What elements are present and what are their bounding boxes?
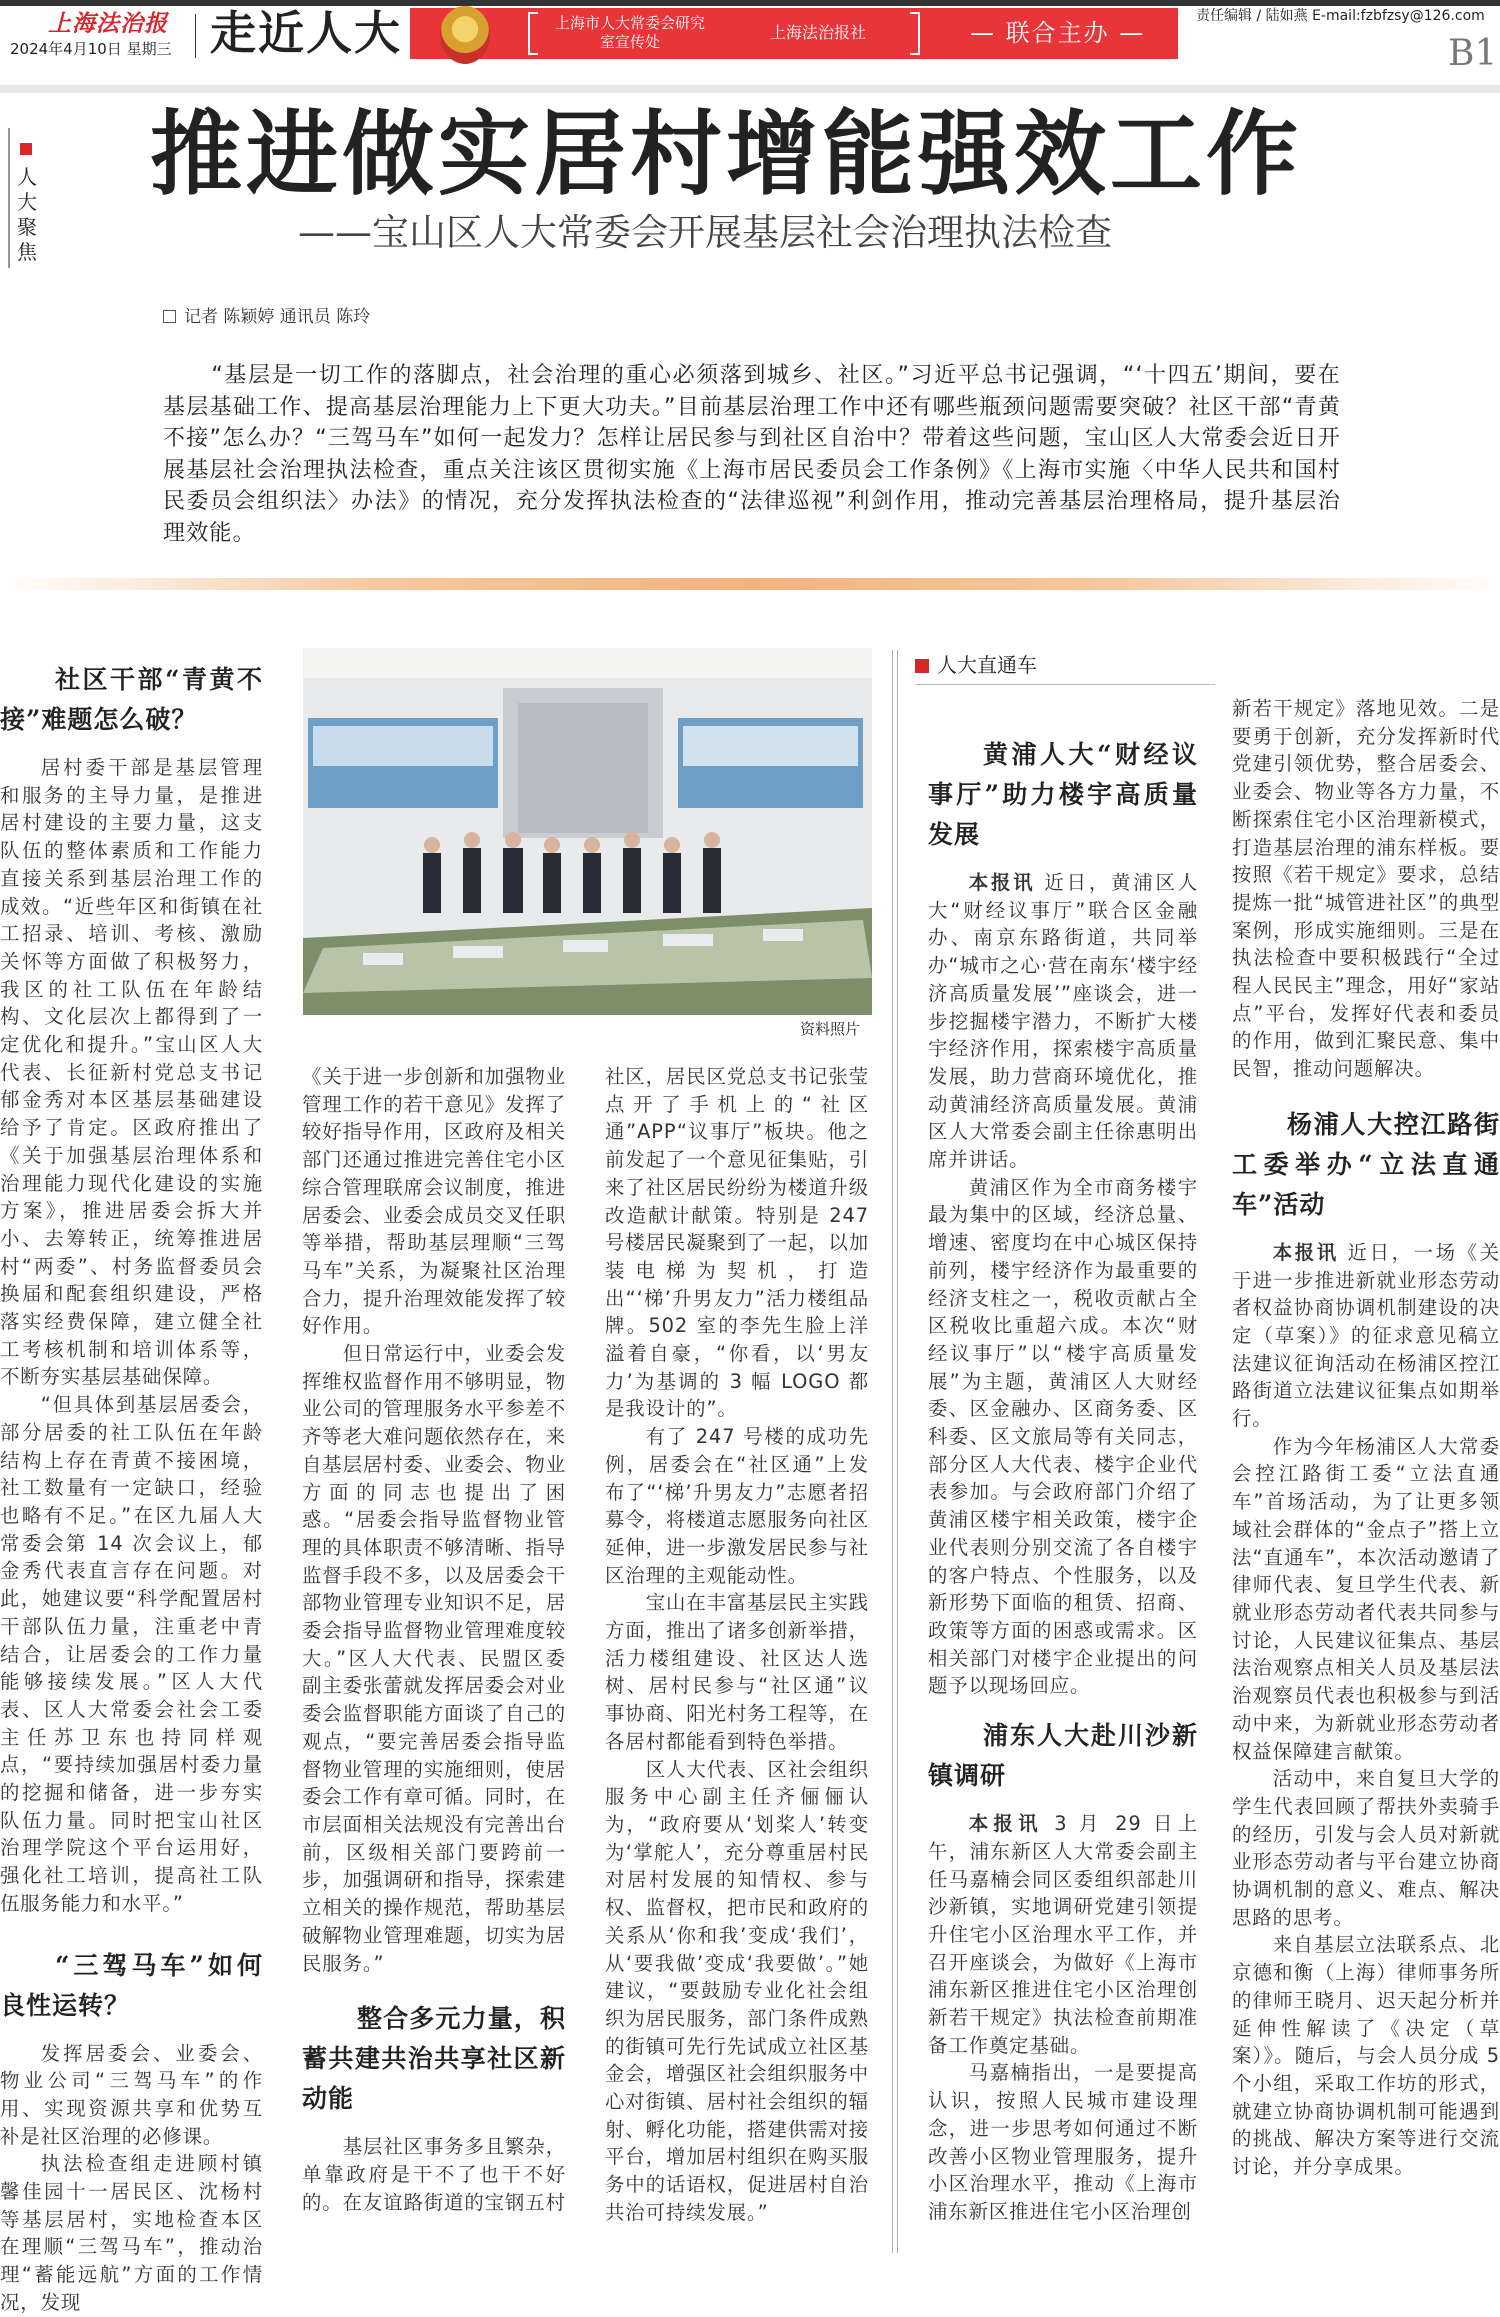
national-emblem-icon [440, 6, 490, 64]
paragraph: 社区，居民区党总支书记张莹点开了手机上的“社区通”APP“议事厅”板块。他之前发起了一个意见征集贴，引来了社区居民纷纷为楼道升级改造献计献策。特别是 247 号楼居民凝聚到了一起，以加装电梯为契机，打造出“‘梯’升男友力”活力楼组品牌。502 室的李先生脸上洋溢着自豪，“你看，以‘男友力’为基调的 3 幅 LOGO 都是我设计的”。 [605, 1065, 869, 1421]
section-title: 走近人大 [210, 6, 402, 60]
header-divider [195, 14, 196, 58]
subheading: 整合多元力量，积蓄共建共治共享社区新动能 [302, 2004, 566, 2114]
paragraph: 作为今年杨浦区人大常委会控江路街工委“立法直通车”首场活动，为了让更多领域社会群体的“金点子”搭上立法“直通车”，本次活动邀请了律师代表、复旦学生代表、新就业形态劳动者代表共同参与讨论，人民建议征集点、基层法治观察点相关人员及基层法治观察员代表也积极参与到活动中来，为新就业形态劳动者权益保障建言献策。 [1232, 1434, 1500, 1763]
bracket-right [910, 12, 920, 55]
paragraph: 新若干规定》落地见效。二是要勇于创新，充分发挥新时代党建引领优势，整合居委会、业委会、物业等各方力量，不断探索住宅小区治理新模式，打造基层治理的浦东样板。要按照《若干规定》要求，总结提炼一批“城管进社区”的典型案例，形成实施细则。三是在执法检查中要积极践行“全过程人民民主”理念，用好“家站点”平台，发挥好代表和委员的作用，做到汇聚民意、集中民智，推动问题解决。 [1232, 697, 1500, 1081]
red-square-icon [915, 659, 929, 673]
red-square-icon [20, 143, 32, 155]
editor-info: 责任编辑 / 陆如燕 E-mail:fzbfzsy@126.com [1196, 8, 1485, 24]
paragraph: 基层社区事务多且繁杂，单靠政府是干不了也干不好的。在友谊路街道的宝钢五村 [302, 2135, 566, 2214]
box-icon [163, 310, 176, 323]
byline [163, 306, 370, 328]
news-headline: 浦东人大赴川沙新镇调研 [928, 1721, 1198, 1791]
subheading: 社区干部“青黄不接”难题怎么破？ [0, 665, 263, 734]
lead-tag: 本报讯 [1272, 1240, 1339, 1264]
subheading: “三驾马车”如何良性运转？ [0, 1950, 263, 2020]
intro-paragraph: “基层是一切工作的落脚点，社会治理的重心必须落到城乡、社区。”习近平总书记强调，“‘十四五’期间，要在基层基础工作、提高基层治理能力上下更大功夫。”目前基层治理工作中还有哪些瓶颈问题需要突破？社区干部“青黄不接”怎么办？“三驾马车”如何一起发力？怎样让居民参与到社区自治中？带着这些问题，宝山区人大常委会近日开展基层社会治理执法检查，重点关注该区贯彻实施《上海市居民委员会工作条例》《上海市实施〈中华人民共和国村民委员会组织法〉办法》的情况，充分发挥执法检查的“法律巡视”利剑作用，推动完善基层治理格局，提升基层治理效能。 [163, 363, 1341, 546]
sponsor-banner [410, 8, 1178, 59]
paragraph: 来自基层立法联系点、北京德和衡（上海）律师事务所的律师王晓月、迟天起分析并延伸性解读了《决定（草案）》。随后，与会人员分成 5 个小组，采取工作坊的形式，就建立协商协调机制可能遇到的挑战、解决方案等进行交流讨论，并分享成果。 [1232, 1933, 1500, 2179]
news-headline: 杨浦人大控江路街工委举办“立法直通车”活动 [1232, 1109, 1500, 1219]
section-divider [0, 578, 1500, 590]
news-kicker [915, 652, 1037, 678]
joint-host-label: — 联合主办 — [970, 19, 1146, 47]
column-2 [302, 1063, 566, 2216]
column-divider [897, 650, 898, 2253]
paragraph [928, 869, 1198, 1174]
paragraph: 宝山在丰富基层民主实践方面，推出了诸多创新举措，活力楼组建设、社区达人选树、居村民参与“社区通”议事协商、阳光村务工程等，在各居村都能看到特色举措。 [605, 1591, 869, 1753]
paragraph: 有了 247 号楼的成功先例，居委会在“社区通”上发布了“‘梯’升男友力”志愿者招募令，将楼道志愿服务向社区延伸，进一步激发居民参与社区治理的主观能动性。 [605, 1425, 869, 1587]
headline: 推进做实居村增能强效工作 [150, 100, 1303, 208]
paragraph: 区人大代表、区社会组织服务中心副主任齐俪俪认为，“政府要从‘划桨人’转变为‘掌舵人’，充分尊重居村民对居村发展的知情权、参与权、监督权，把市民和政府的关系从‘你和我’变成‘我们’，从‘要我做’变成‘我要做’。”她建议，“要鼓励专业化社会组织为居民服务，部门条件成熟的街镇可先行先试成立社区基金会，增强区社会组织服务中心对街镇、居村社会组织的辐射、孵化功能，搭建供需对接平台，增加居村组织在购买服务中的话语权，促进居村自治共治可持续发展。” [605, 1757, 869, 2224]
paragraph: 《关于进一步创新和加强物业管理工作的若干意见》发挥了较好指导作用，区政府及相关部门还通过推进完善住宅小区综合管理联席会议制度，推进居委会、业委会成员交叉任职等举措，帮助基层理顺“三驾马车”关系，为凝聚社区治理合力，提升治理效能发挥了较好作用。 [302, 1065, 566, 1338]
side-label: 人大聚焦 [17, 165, 37, 264]
column-divider [892, 650, 893, 2253]
paragraph: 执法检查组走进顾村镇馨佳园十一居民区、沈杨村等基层居村，实地检查本区在理顺“三驾马车”，推动治理“蓄能远航”方面的工作情况，发现 [0, 2152, 263, 2314]
paragraph: 马嘉楠指出，一是要提高认识，按照人民城市建设理念，进一步思考如何通过不断改善小区物业管理服务，提升小区治理水平，推动《上海市浦东新区推进住宅小区治理创 [928, 2061, 1198, 2223]
paragraph [1232, 1239, 1500, 1433]
byline-text: 记者 陈颖婷 通讯员 陈玲 [184, 307, 371, 327]
paragraph: 居村委干部是基层管理和服务的主导力量，是推进居村建设的主要力量，这支队伍的整体素质和工作能力直接关系到基层治理工作的成效。“近些年区和街镇在社工招录、培训、考核、激励关怀等方面做了积极努力，我区的社工队伍在年龄结构、文化层次上都得到了一定优化和提升。”宝山区人大代表、长征新村党总支书记郁金秀对本区基层基础建设给予了肯定。区政府推出了《关于加强基层治理体系和治理能力现代化建设的实施方案》，推进居委会拆大并小、去筹转正，统筹推进居村“两委”、村务监督委员会换届和配套组织建设，严格落实经费保障，建立健全社工考核机制和培训体系等，不断夯实基层基础保障。 [0, 756, 263, 1389]
column-3 [605, 1063, 869, 2227]
paragraph-text: 近日，黄浦区人大“财经议事厅”联合区金融办、南京东路街道，共同举办“城市之心·营在南东‘楼宇经济高质量发展’”座谈会，进一步挖掘楼宇潜力，不断扩大楼宇经济作用，探索楼宇高质量发展，助力营商环境优化，推动黄浦经济高质量发展。黄浦区人大常委会副主任徐惠明出席并讲话。 [928, 871, 1198, 1172]
paragraph: 但日常运行中，业委会发挥维权监督作用不够明显，物业公司的管理服务水平参差不齐等老大难问题依然存在，来自基层居村委、业委会、物业方面的同志也提出了困惑。“居委会指导监督物业管理的具体职责不够清晰、指导监督手段不多，以及居委会干部物业管理专业知识不足，居委会指导监督物业管理难度较大。”区人大代表、民盟区委副主委张蕾就发挥居委会对业委会监督职能方面谈了自己的观点，“要完善居委会指导监督物业管理的实施细则，使居委会工作有章可循。同时，在市层面相关法规没有完善出台前，区级相关部门要跨前一步，加强调研和指导，探索建立相关的操作规范，帮助基层破解物业管理难题，切实为居民服务。” [302, 1342, 566, 1975]
paragraph-text: 近日，一场《关于进一步推进新就业形态劳动者权益协商协调机制建设的决定（草案）》的征求意见稿立法建议征询活动在杨浦区控江路街道立法建议征集点如期举行。 [1232, 1240, 1500, 1431]
paragraph-text: 3 月 29 日上午，浦东新区人大常委会副主任马嘉楠会同区委组织部赴川沙新镇，实地调研党建引领提升住宅小区治理水平工作，并召开座谈会，为做好《上海市浦东新区推进住宅小区治理创新若干规定》执法检查前期准备工作奠定基础。 [928, 1812, 1199, 2057]
subheadline: ——宝山区人大常委会开展基层社会治理执法检查 [298, 211, 1112, 254]
news-photo [303, 648, 872, 1015]
header-band [0, 85, 1500, 93]
lead-tag: 本报讯 [968, 871, 1036, 894]
kicker-text: 人大直通车 [937, 653, 1037, 677]
paragraph: 活动中，来自复旦大学的学生代表回顾了帮扶外卖骑手的经历，引发与会人员对新就业形态劳动者与平台建立协商协调机制的意义、难点、解决思路的思考。 [1232, 1767, 1500, 1929]
sponsor-org-2: 上海法治报社 [770, 23, 867, 42]
sponsor-org-1: 上海市人大常委会研究室宣传处 [554, 14, 705, 51]
column-4 [928, 725, 1198, 2226]
newspaper-logo: 上海法治报 [48, 10, 168, 37]
bracket-left [528, 12, 538, 55]
paragraph: “但具体到基层居委会，部分居委的社工队伍在年龄结构上存在青黄不接困境，社工数量有一定缺口，经验也略有不足。”在区九届人大常委会第 14 次会议上，郁金秀代表直言存在问题。对此，她建议要“科学配置居村干部队伍力量，注重老中青结合，让居委会的工作力量能够接续发展。”区人大代表、区人大常委会社会工委主任苏卫东也持同样观点，“要持续加强居村委力量的挖掘和储备，进一步夯实队伍力量。同时把宝山社区治理学院这个平台运用好，强化社工培训，提高社工队伍服务能力和水平。” [0, 1393, 263, 1915]
lead-tag: 本报讯 [968, 1812, 1043, 1836]
column-5 [1232, 695, 1500, 2181]
column-1 [0, 660, 263, 2317]
photo-caption: 资料照片 [800, 1020, 861, 1038]
paragraph: 发挥居委会、业委会、物业公司“三驾马车”的作用、实现资源共享和优势互补是社区治理的必修课。 [0, 2041, 263, 2148]
paragraph [928, 1810, 1198, 2059]
issue-date: 2024年4月10日 星期三 [10, 40, 172, 58]
kicker-rule [915, 684, 1215, 685]
page-number: B1 [1448, 33, 1498, 74]
news-headline: 黄浦人大“财经议事厅”助力楼宇高质量发展 [928, 740, 1198, 849]
paragraph: 黄浦区作为全市商务楼宇最为集中的区域，经济总量、增速、密度均在中心城区保持前列，楼宇经济作为最重要的经济支柱之一，税收贡献占全区税收比重超六成。本次“财经议事厅”以“楼宇高质量发展”为主题，黄浦区人大财经委、区金融办、区商务委、区科委、区文旅局等有关同志，部分区人大代表、楼宇企业代表参加。与会政府部门介绍了黄浦区楼宇相关政策，楼宇企业代表则分别交流了各自楼宇的客户特点、个性服务，以及新形势下面临的租赁、招商、政策等方面的困惑或需求。区相关部门对楼宇企业提出的问题予以现场回应。 [928, 1175, 1198, 1698]
